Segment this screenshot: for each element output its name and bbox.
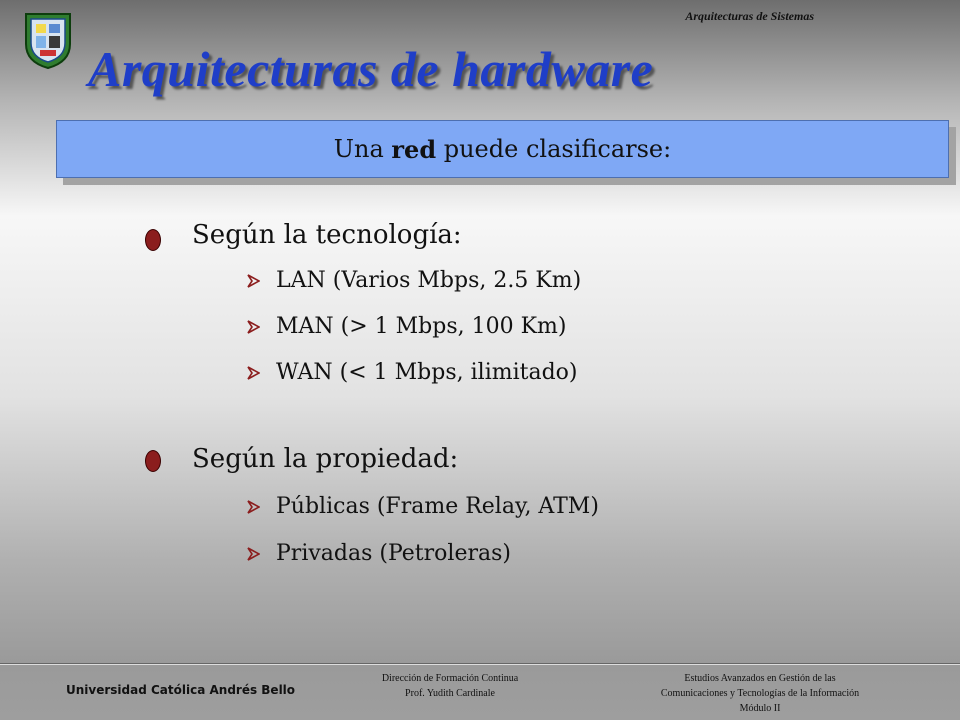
section-heading-ownership: Según la propiedad: [192, 444, 459, 474]
list-item [246, 360, 578, 385]
arrow-bullet-icon [246, 547, 260, 561]
list-item [246, 494, 599, 519]
slide-title: Arquitecturas de hardware [88, 41, 654, 97]
list-item-label: WAN (< 1 Mbps, ilimitado) [276, 360, 578, 385]
university-logo [22, 10, 74, 70]
banner-bold-word: red [391, 134, 437, 164]
arrow-bullet-icon [246, 274, 260, 288]
footer-program-line2: Comunicaciones y Tecnologías de la Información [660, 688, 860, 699]
banner-suffix: puede clasificarse: [436, 135, 672, 163]
course-subject: Arquitecturas de Sistemas [685, 9, 814, 23]
arrow-bullet-icon [246, 500, 260, 514]
bullet-icon [145, 229, 161, 251]
section-heading-technology: Según la tecnología: [192, 220, 462, 250]
footer-center [340, 671, 560, 701]
footer-module: Módulo II [739, 703, 781, 714]
bullet-icon [145, 450, 161, 472]
list-item [246, 268, 581, 293]
footer-program-line1: Estudios Avanzados en Gestión de las [684, 673, 836, 684]
list-item [246, 541, 511, 566]
list-item-label: Privadas (Petroleras) [276, 541, 511, 566]
list-item [246, 314, 567, 339]
arrow-bullet-icon [246, 366, 260, 380]
footer-right [630, 671, 890, 716]
footer-divider [0, 663, 960, 664]
footer-professor: Prof. Yudith Cardinale [405, 688, 495, 699]
arrow-bullet-icon [246, 320, 260, 334]
list-item-label: LAN (Varios Mbps, 2.5 Km) [276, 268, 582, 293]
list-item-label: Públicas (Frame Relay, ATM) [276, 494, 599, 519]
section-banner [56, 120, 949, 178]
footer-department: Dirección de Formación Continua [381, 673, 519, 684]
footer-university: Universidad Católica Andrés Bello [66, 683, 296, 697]
list-item-label: MAN (> 1 Mbps, 100 Km) [276, 314, 567, 339]
banner-prefix: Una [333, 135, 392, 163]
